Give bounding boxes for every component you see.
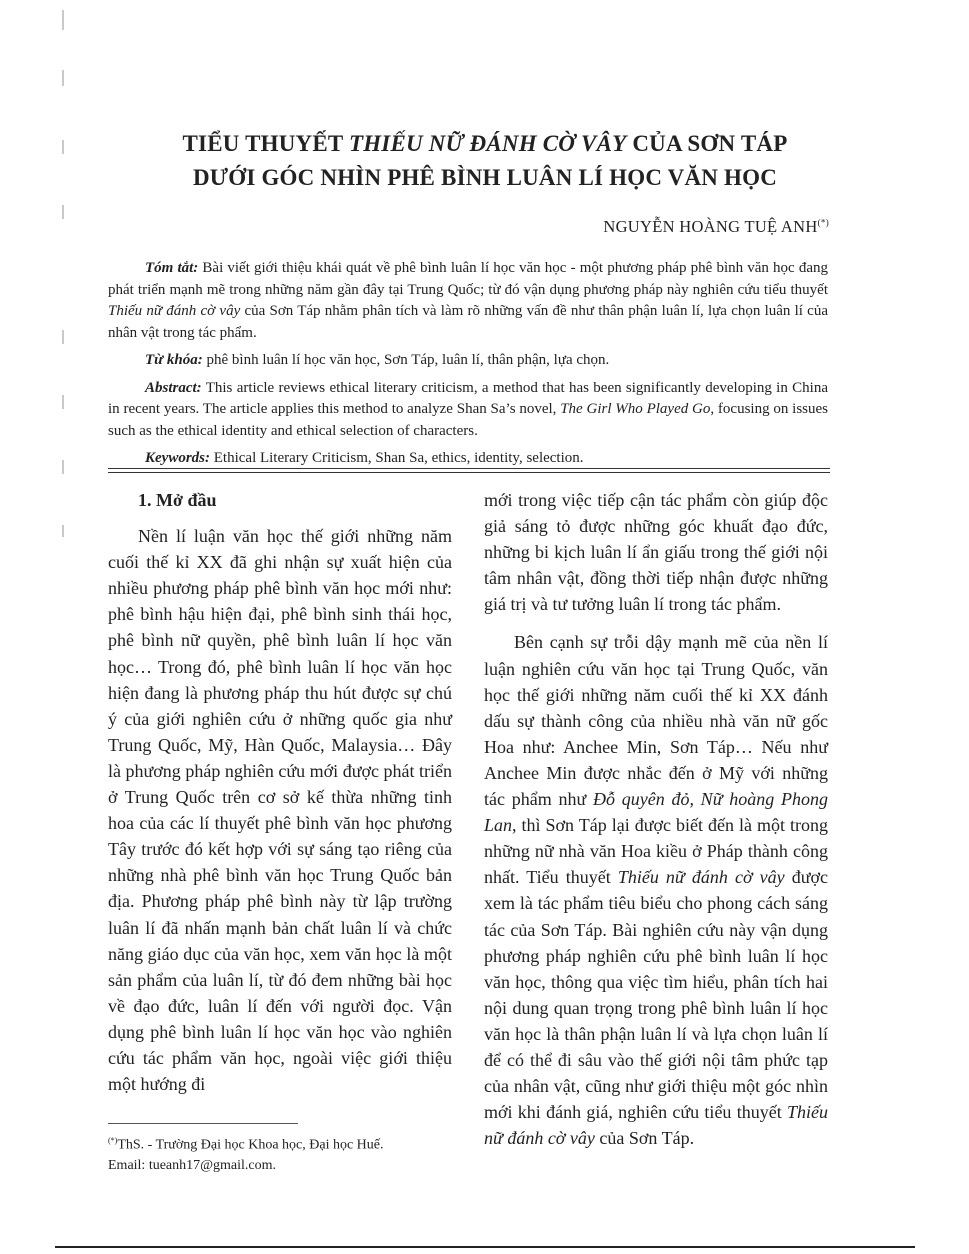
page-bottom-rule (55, 1246, 915, 1248)
footnote-affiliation: (*)ThS. - Trường Đại học Khoa học, Đại học Huế. (108, 1136, 384, 1153)
title-novel-name: THIẾU NỮ ĐÁNH CỜ VÂY (348, 131, 627, 156)
intro-paragraph-1-continued: mới trong việc tiếp cận tác phẩm còn giúp độc giả sáng tỏ được những góc khuất đạo đức, những bi kịch luân lí ẩn giấu trong thế giới nội tâm nhân vật, đồng thời tiếp nhận được những giá trị và tư tưởng luân lí trong tác phẩm. (484, 490, 828, 615)
footnote-email: Email: tueanh17@gmail.com. (108, 1157, 277, 1173)
vietnamese-keywords: Từ khóa: phê bình luân lí học văn học, Sơn Táp, luân lí, thân phận, lựa chọn. (145, 352, 610, 368)
english-abstract: Abstract: This article reviews ethical literary criticism, a method that has been significantly developing in China in recent years. The article applies this method to analyze Shan Sa’s novel, The Girl Who Played Go, focusing on issues such as the ethical identity and ethical selection of characters. (108, 379, 828, 439)
intro-paragraph-1: Nền lí luận văn học thế giới những năm cuối thế kỉ XX đã ghi nhận sự xuất hiện của nhiều phương pháp phê bình văn học mới như: phê bình hậu hiện đại, phê bình sinh thái học, phê bình nữ quyền, phê bình luân lí học văn học… Trong đó, phê bình luân lí học văn học hiện đang là phương pháp thu hút được sự chú ý của giới nghiên cứu ở những quốc gia như Trung Quốc, Mỹ, Hàn Quốc, Malaysia… Đây là phương pháp nghiên cứu mới được phát triển ở Trung Quốc trên cơ sở kế thừa những tinh hoa của các lí thuyết phê bình văn học phương Tây trước đó kết hợp với sự sáng tạo riêng của những nhà phê bình văn học Trung Quốc bản địa. Phương pháp phê bình này từ lập trường luân lí đã nhấn mạnh bản chất luân lí và chức năng giáo dục của văn học, xem văn học là một sản phẩm của luân lí, từ đó đem những bài học về đạo đức, luân lí đến với người đọc. Vận dụng phê bình luân lí học văn học vào nghiên cứu tác phẩm văn học, ngoài việc giới thiệu một hướng đi (108, 526, 452, 1095)
right-column (484, 487, 828, 1151)
summary-divider-secondary (108, 472, 830, 473)
section-heading: 1. Mở đầu (138, 490, 217, 510)
summary-block (108, 258, 828, 476)
footnote (108, 1131, 458, 1176)
summary-divider (108, 468, 830, 469)
author-footnote-mark: (*) (817, 217, 829, 228)
author-name: NGUYỄN HOÀNG TUỆ ANH(*) (603, 217, 829, 236)
title-line-2: DƯỚI GÓC NHÌN PHÊ BÌNH LUÂN LÍ HỌC VĂN HỌC (192, 165, 778, 190)
title-line-1: TIỂU THUYẾT THIẾU NỮ ĐÁNH CỜ VÂY CỦA SƠN TÁP (182, 131, 788, 156)
article-title (60, 127, 910, 195)
english-keywords: Keywords: Ethical Literary Criticism, Shan Sa, ethics, identity, selection. (145, 450, 584, 466)
footnote-divider (108, 1123, 298, 1124)
intro-paragraph-2: Bên cạnh sự trỗi dậy mạnh mẽ của nền lí luận nghiên cứu văn học tại Trung Quốc, văn học thế giới những năm cuối thế kỉ XX đánh dấu sự thành công của nhiều nhà văn nữ gốc Hoa như: Anchee Min, Sơn Táp… Nếu như Anchee Min được nhắc đến ở Mỹ với những tác phẩm như Đỗ quyên đỏ, Nữ hoàng Phong Lan, thì Sơn Táp lại được biết đến là một trong những nữ nhà văn Hoa kiều ở Pháp thành công nhất. Tiểu thuyết Thiếu nữ đánh cờ vây được xem là tác phẩm tiêu biểu cho phong cách sáng tác của Sơn Táp. Bài nghiên cứu này vận dụng phương pháp nghiên cứu phê bình luân lí học văn học, thông qua việc tìm hiểu, phân tích hai nội dung quan trọng trong phê bình luân lí học văn học là thân phận luân lí và lựa chọn luân lí để có thể đi sâu vào thế giới nội tâm phức tạp của nhân vật, cũng như giới thiệu một góc nhìn mới khi đánh giá, nghiên cứu tiểu thuyết Thiếu nữ đánh cờ vây của Sơn Táp. (484, 632, 829, 1149)
left-column (108, 487, 452, 1097)
vietnamese-summary: Tóm tắt: Bài viết giới thiệu khái quát về phê bình luân lí học văn học - một phương pháp phê bình văn học đang phát triển mạnh mẽ trong những năm gần đây tại Trung Quốc; từ đó vận dụng phương pháp này nghiên cứu tiểu thuyết Thiếu nữ đánh cờ vây của Sơn Táp nhằm phân tích và làm rõ những vấn đề như thân phận luân lí, lựa chọn luân lí của nhân vật trong tác phẩm. (108, 260, 828, 341)
